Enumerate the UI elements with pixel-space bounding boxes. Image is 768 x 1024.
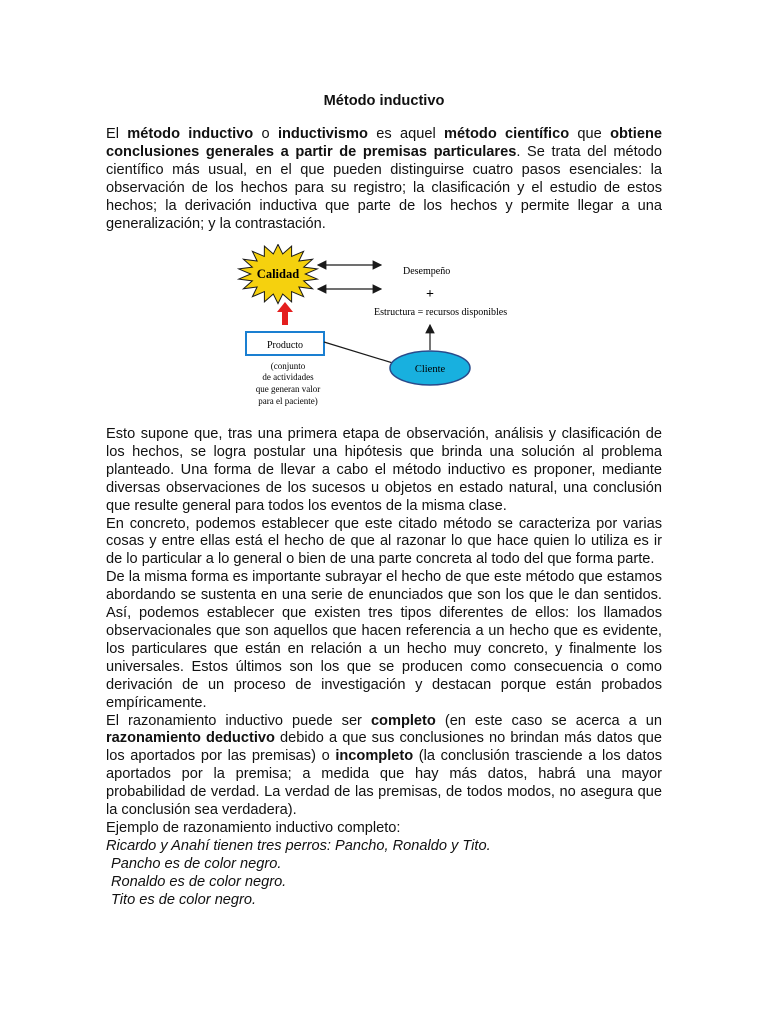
page-title: Método inductivo xyxy=(323,93,445,109)
example-line: Tito es de color negro. xyxy=(111,891,257,908)
connector-line xyxy=(324,342,396,364)
term-completo: completo xyxy=(370,712,436,729)
term-incompleto: incompleto xyxy=(335,748,414,765)
intro-text: es aquel xyxy=(367,126,445,142)
intro-paragraph xyxy=(106,126,662,233)
intro-text: o xyxy=(253,126,278,142)
cliente-label: Cliente xyxy=(414,364,446,375)
calidad-label: Calidad xyxy=(256,267,300,281)
paragraph: Esto supone que, tras una primera etapa de observación, análisis y clasificación de los hechos, se logra postular una hipótesis que brinda una solución al problema planteado. Una forma de llevar a cabo el método inductivo es proponer, mediante diversas observaciones de los sucesos u objetos en estado natural, una conclusión que resulte general para todos los eventos de la misma clase. xyxy=(106,426,662,514)
paragraph-text: (en este caso se acerca a un xyxy=(435,712,662,729)
intro-text: El xyxy=(106,126,128,142)
paragraph xyxy=(106,713,662,820)
example-line: Pancho es de color negro. xyxy=(111,855,282,872)
paragraph-text: debido a que sus conclusiones no brindan más datos que los aportados por las premisas) o xyxy=(106,730,662,765)
term-inductivismo: inductivismo xyxy=(277,126,368,142)
note-line-4: para el paciente) xyxy=(258,396,318,406)
note-line-2: de actividades xyxy=(262,372,314,382)
quality-diagram xyxy=(233,244,533,414)
red-arrow-icon xyxy=(277,302,293,325)
term-razonamiento-deductivo: razonamiento deductivo xyxy=(106,730,275,747)
plus-sign: + xyxy=(426,287,434,302)
term-metodo-cientifico: método científico xyxy=(444,126,570,142)
example-line: Ricardo y Anahí tienen tres perros: Pancho, Ronaldo y Tito. xyxy=(106,837,491,854)
term-metodo-inductivo: método inductivo xyxy=(127,126,254,142)
term-conclusiones-generales: obtiene conclusiones generales a partir de premisas particulares xyxy=(106,126,662,160)
paragraph: Ejemplo de razonamiento inductivo completo: xyxy=(106,819,401,836)
intro-text: que xyxy=(569,126,611,142)
paragraph-text: (la conclusión trasciende a los datos aportados por la premisa; a medida que hay más datos, habrá una mayor probabilidad de verdad. La verdad de las premisas, de todos modos, no asegura que la conclusión sea verdadera). xyxy=(106,748,662,819)
paragraph-text: El razonamiento inductivo puede ser xyxy=(106,712,371,729)
producto-label: Producto xyxy=(266,340,304,351)
intro-text: . Se trata del método científico más usual, en el que pueden distinguirse cuatro pasos esenciales: la observación de los hechos para su registro; la clasificación y el estudio de estos hechos; la derivación inductiva que parte de los hechos y permite llegar a una generalización; y la contrastación. xyxy=(106,143,663,232)
note-line-1: (conjunto xyxy=(270,361,306,371)
paragraph: En concreto, podemos establecer que este citado método se caracteriza por varias cosas y entre ellas está el hecho de que al razonar lo que hace quien lo utiliza es ir de lo particular a lo general o bien de una parte concreta al todo del que forma parte. xyxy=(106,515,662,568)
estructura-label: Estructura = recursos disponibles xyxy=(374,307,508,318)
desempeno-label: Desempeño xyxy=(403,266,451,277)
diagram-svg xyxy=(233,244,533,414)
paragraph: De la misma forma es importante subrayar el hecho de que este método que estamos abordando se sustenta en una serie de enunciados que son los que le dan sentidos. Así, podemos establecer que existen tres tipos diferentes de ellos: los llamados observacionales que son aquellos que hacen referencia a un hecho que es evidente, los particulares que están en relación a un hecho muy concreto, y finalmente los universales. Estos últimos son los que se producen como consecuencia o como derivación de un proceso de investigación y destacan porque están probados empíricamente. xyxy=(106,569,662,711)
note-line-3: que generan valor xyxy=(255,384,321,394)
body-text xyxy=(106,426,662,909)
calidad-star-icon xyxy=(239,244,318,303)
example-line: Ronaldo es de color negro. xyxy=(111,873,287,890)
